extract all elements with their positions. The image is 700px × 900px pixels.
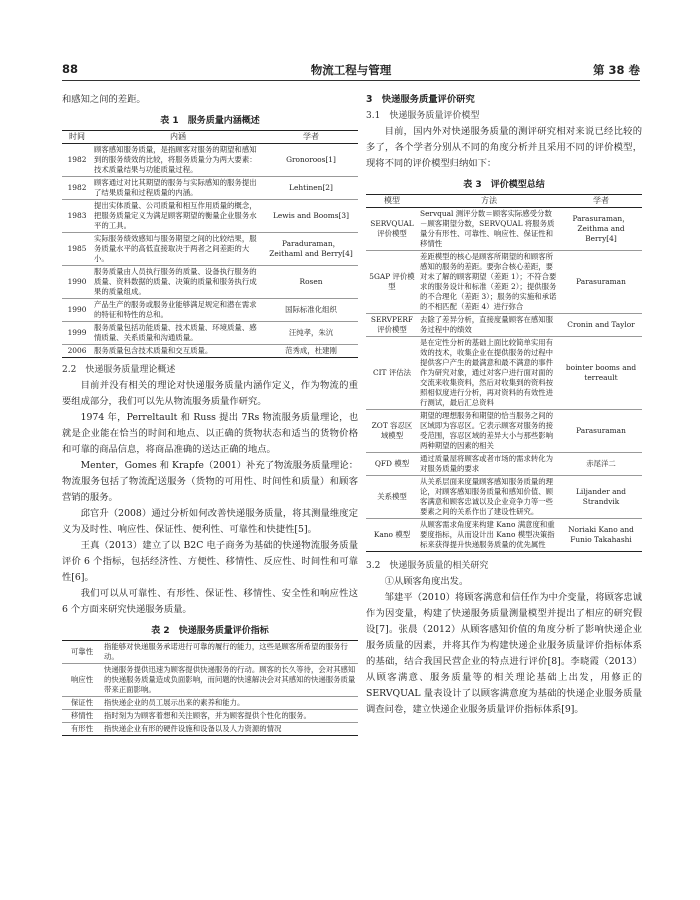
table-cell: Gronoroos[1] [264,144,358,177]
paragraph: 邱官升（2008）通过分析如何改善快递服务质量，将其测量维度定义为及时性、响应性、保证性、便利性、可靠性和快捷性[5]。 [62,508,358,535]
table-cell: SERVQUAL 评价模型 [366,208,418,251]
table-row [62,177,358,200]
table-row [366,519,642,552]
table1-body [62,144,358,358]
paragraph: 邹建平（2010）将顾客满意和信任作为中介变量，将顾客忠诚作为因变量，构建了快递服务质量测量模型并提出了相应的研究假设[7]。张晨（2012）从顾客感知价值的角度分析了影响快递企业服务质量的因素，并将其作为构建快递企业服务质量评价指标体系的基础，结合我国民营企业的特点进行评价[8]。李晓霞（2013）从顾客满意、服务质量等的相关理论基础上出发，用修正的 SERVQUAL 量表设计了以顾客满意度为基础的快递企业服务质量调查问卷，建立快递企业服务质量评价指标体系[9]。 [366,592,642,715]
table-cell: Kano 模型 [366,519,418,552]
table-row [62,664,358,697]
table-cell: 期望的理想服务和期望的恰当服务之间的区域即为容忍区。它表示顾客对服务的接受范围，容忍区域的差异大小与那些影响两种期望的因素的相关 [418,410,560,453]
table2-caption: 表 2 快递服务质量评价指标 [151,626,269,636]
left-column [62,92,358,736]
table-cell: 是在定性分析的基础上面比较简单实用有效的技术，收集企业在提供服务的过程中提供客户产生的最满意和最不满意的事件作为研究对象，通过对客户进行面对面的交流来收集资料，然后对收集到的资料按照相似度进行分析，再对资料的有效性进行测试，最后汇总资料 [418,337,560,410]
table-header-cell: 时间 [62,131,92,144]
table-cell: 有形性 [62,723,102,736]
table-cell: 汪纯孝，朱沆 [264,322,358,345]
left-paragraphs [62,378,358,618]
table-cell: 关系模型 [366,476,418,519]
table-row [366,476,642,519]
table1-header [62,131,358,144]
table-row [366,314,642,337]
table-cell: QFD 模型 [366,453,418,476]
table-cell: Lehtinen[2] [264,177,358,200]
table-cell: 产品生产的服务或服务业能够满足规定和潜在需求的特征和特性的总和。 [92,299,264,322]
table-cell: Parasuraman [560,410,642,453]
table-cell: 实际服务绩效感知与服务期望之间的比较结果，服务质量水平的高低直接取决于两者之间差距的大小。 [92,233,264,266]
table-cell: 指时刻为为顾客着想和关注顾客，并为顾客提供个性化的服务。 [102,710,358,723]
header-rule [62,80,640,81]
table-cell: 国际标准化组织 [264,299,358,322]
table-cell: 响应性 [62,664,102,697]
table-row [366,337,642,410]
table-cell: 保证性 [62,697,102,710]
paragraph: 我们可以从可靠性、有形性、保证性、移情性、安全性和响应性这 6 个方面来研究快递服务质量。 [62,588,358,615]
table-cell: Servqual 测评分数＝顾客实际感受分数－顾客期望分数，SERVQUAL 将服务质量分有形性、可靠性、响应性、保证性和移情性 [418,208,560,251]
table-cell: 顾客通过对比其期望的服务与实际感知的服务提出了结果质量和过程质量的内涵。 [92,177,264,200]
table3 [366,194,642,552]
table-row [62,322,358,345]
section-3-2-sub: ①从顾客角度出发。 [384,576,469,587]
table-cell: Lewis and Booms[3] [264,200,358,233]
section-3-title: 3 快递服务质量评价研究 [366,94,475,105]
table-cell: 提出实体质量、公司质量和相互作用质量的概念，把服务质量定义为满足顾客期望的衡量企业服务水平的工具。 [92,200,264,233]
table3-body [366,208,642,552]
table-cell: 顾客感知服务质量，是指顾客对服务的期望和感知到的服务绩效的比较，将服务质量分为两大要素：技术质量结果与功能质量过程。 [92,144,264,177]
section-2-2-title: 2.2 快递服务质量理论概述 [62,365,176,375]
table-cell: 去除了差异分析，直接度量顾客在感知服务过程中的绩效 [418,314,560,337]
table-row [62,710,358,723]
table-cell: Paraduraman，Zeithaml and Berry[4] [264,233,358,266]
table-cell: 5GAP 评价模型 [366,251,418,314]
page-number: 88 [62,62,79,76]
table-cell: 服务质量包含技术质量和交互质量。 [92,345,264,358]
section-3-1-title: 3.1 快递服务质量评价模型 [366,111,480,121]
section-3-1-intro: 目前，国内外对快递服务质量的测评研究相对来说已经比较的多了，各个学者分别从不同的角度分析并且采用不同的评价模型，现将不同的评价模型归纳如下： [366,126,642,169]
table-cell: 移情性 [62,710,102,723]
table-cell: 1982 [62,144,92,177]
table-row [62,144,358,177]
page-header [62,60,640,78]
table-header-cell: 学者 [560,195,642,208]
table-cell: Cronin and Taylor [560,314,642,337]
table1-caption: 表 1 服务质量内涵概述 [160,116,260,126]
table-cell: Parasuraman，Zeithma and Berry[4] [560,208,642,251]
table-row [62,345,358,358]
table-row [62,233,358,266]
table-cell: Noriaki Kano and Funio Takahashi [560,519,642,552]
table-row [62,200,358,233]
table-cell: 2006 [62,345,92,358]
table-cell: 从顾客需求角度来构建 Kano 满意度和重要度指标，从而设计出 Kano 模型决策指标来获得提升快递服务质量的优先属性 [418,519,560,552]
table-cell: Rosen [264,266,358,299]
table1 [62,130,358,358]
table-cell: 1982 [62,177,92,200]
table-cell: ZOT 容忍区域模型 [366,410,418,453]
table2 [62,640,358,736]
table-cell: 快递服务提供迅速为顾客提供快递服务的行动。顾客的长久等待，会对其感知的快递服务质量造成负面影响，而问题的快速解决会对其感知的快递服务质量带来正面影响。 [102,664,358,697]
table-cell: 1985 [62,233,92,266]
volume-label: 第 38 卷 [592,63,640,77]
table-cell: 可靠性 [62,641,102,664]
table-cell: 1999 [62,322,92,345]
table-header-cell: 内涵 [92,131,264,144]
right-paragraphs [366,590,642,718]
table3-header [366,195,642,208]
table-cell: 1983 [62,200,92,233]
table-row [366,208,642,251]
table-header-cell: 模型 [366,195,418,208]
table-header-cell: 学者 [264,131,358,144]
paragraph: 目前并没有相关的理论对快递服务质量内涵作定义，作为物流的重要组成部分，我们可以先从物流服务质量作研究。 [62,380,358,407]
journal-title: 物流工程与管理 [310,63,392,77]
table-row [62,299,358,322]
table-cell: 指快递企业有形的硬件设施和设备以及人力资源的情况 [102,723,358,736]
table3-caption: 表 3 评价模型总结 [463,180,545,190]
table-cell: 1990 [62,266,92,299]
table-cell: Liljander and Strandvik [560,476,642,519]
table-cell: 指能够对快递服务承诺进行可靠的履行的能力，这些是顾客所希望的服务行动。 [102,641,358,664]
right-column [366,92,642,718]
table-row [62,723,358,736]
table-cell: 服务质量包括功能质量、技术质量、环境质量、感情质量、关系质量和沟通质量。 [92,322,264,345]
table-row [366,251,642,314]
table-cell: 指快递企业的员工展示出来的素养和能力。 [102,697,358,710]
table-cell: CIT 评估法 [366,337,418,410]
table-cell: 服务质量由人员执行服务的质量、设备执行服务的质量、资料数据的质量、决策的质量和服务执行成果的质量组成。 [92,266,264,299]
table-row [62,641,358,664]
table-cell: 差距模型的核心是顾客所期望的和顾客所感知的服务的差距。要弥合核心差距，要对未了解的顾客期望（差距 1）；不符合要求的服务设计和标准（差距 2）；提供服务的不合理化（差距 3）；服务的实施和承诺的不相匹配（差距 4）进行弥合 [418,251,560,314]
table-row [366,410,642,453]
table-cell: 赤尾洋二 [560,453,642,476]
continued-line: 和感知之间的差距。 [62,94,146,105]
table-cell: 1990 [62,299,92,322]
paragraph: Menter，Gomes 和 Krapfe（2001）补充了物流服务质量理论：物流服务包括了物流配送服务（货物的可用性、时间性和质量）和顾客营销的服务。 [62,460,358,503]
table-cell: Parasuraman [560,251,642,314]
paragraph: 王真（2013）建立了以 B2C 电子商务为基础的快递物流服务质量评价 6 个指标，包括经济性、方便性、移情性、反应性、时间性和可靠性[6]。 [62,540,358,583]
paragraph: 1974 年，Perreltault 和 Russ 提出 7Rs 物流服务质量理论，也就是企业能在恰当的时间和地点、以正确的货物状态和适当的货物价格和可靠的商品信息，将商品准确的送达正确的地点。 [62,412,358,455]
table-row [62,697,358,710]
table-row [62,266,358,299]
table-row [366,453,642,476]
section-3-2-title: 3.2 快递服务质量的相关研究 [366,561,489,571]
table-cell: SERVPERF 评价模型 [366,314,418,337]
table-cell: 通过质量屋将顾客或者市场的需求转化为对服务质量的要求 [418,453,560,476]
table-cell: 范秀成，杜建刚 [264,345,358,358]
table-cell: bointer booms and terreault [560,337,642,410]
table-cell: 从关系层面来度量顾客感知服务质量的理论，对顾客感知服务质量和感知价值、顾客满意和顾客忠诚以及企业竞争力等一些要素之间的关系作出了建设性研究。 [418,476,560,519]
table-header-cell: 方法 [418,195,560,208]
table2-body [62,641,358,736]
